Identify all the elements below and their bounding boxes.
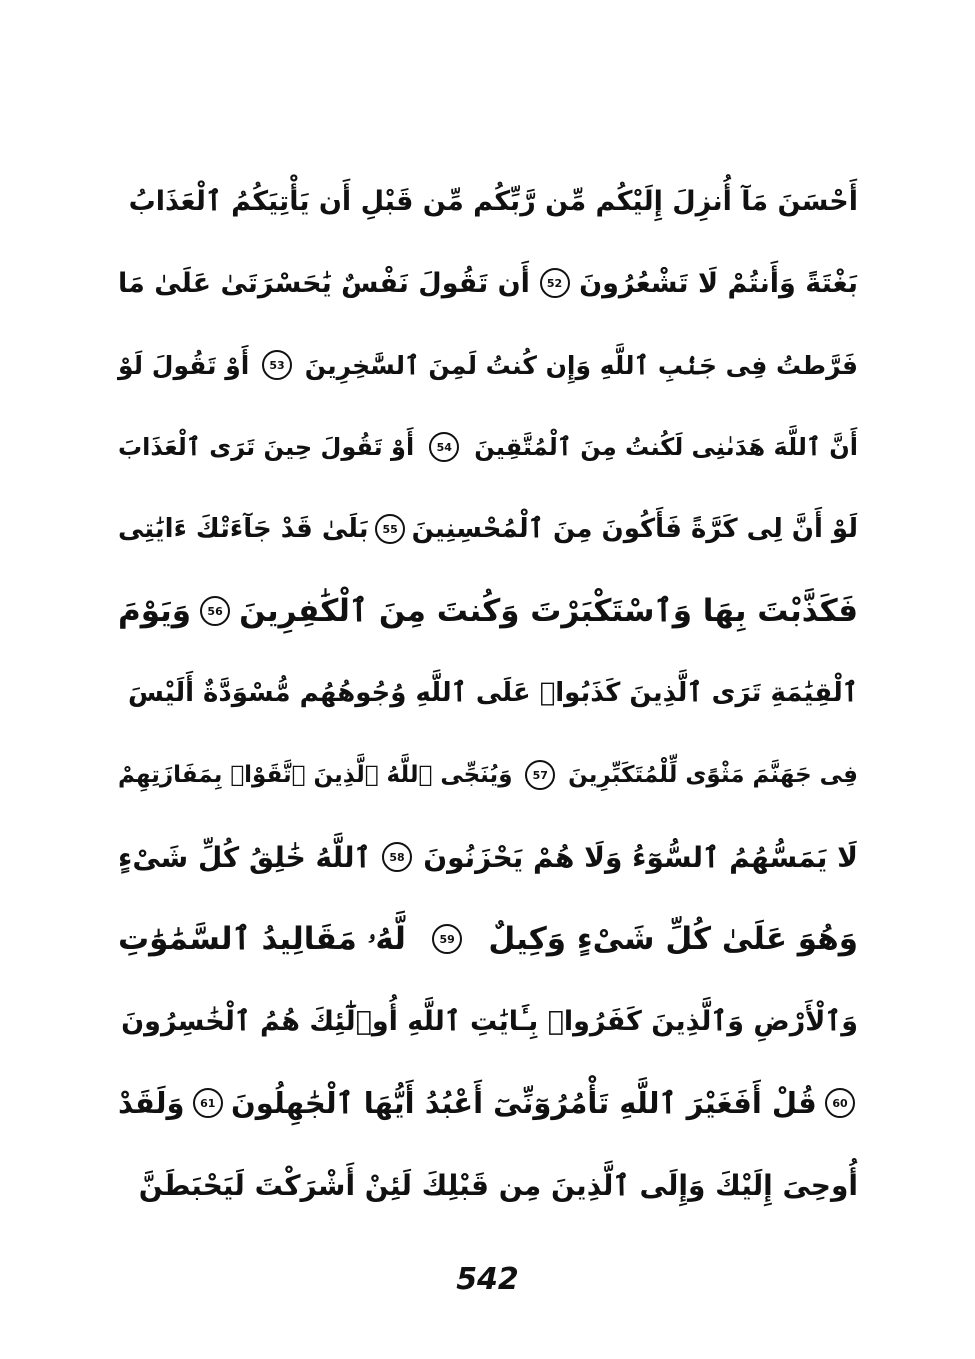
ayah-number-marker: 55: [375, 514, 405, 544]
verse-text: أَن تَقُولَ نَفْسٌ يَٰحَسْرَتَىٰ عَلَىٰ مَا: [118, 267, 530, 299]
verse-text: ٱللَّهُ خَٰلِقُ كُلِّ شَىْءٍ: [118, 840, 371, 874]
verse-text: قُلْ أَفَغَيْرَ ٱللَّهِ تَأْمُرُوٓنِّىٓ أَعْبُدُ أَيُّهَا ٱلْجَٰهِلُونَ: [230, 1086, 817, 1120]
text-line-11: [118, 980, 858, 1062]
text-line-2: [118, 242, 858, 324]
ayah-number-marker: 61: [193, 1088, 223, 1118]
ayah-number-marker: 52: [540, 268, 570, 298]
text-line-3: [118, 324, 858, 406]
verse-text: أُوحِىَ إِلَيْكَ وَإِلَى ٱلَّذِينَ مِن قَبْلِكَ لَئِنْ أَشْرَكْتَ لَيَحْبَطَنَّ: [138, 1168, 858, 1202]
text-line-9: [118, 816, 858, 898]
verse-text: أَوْ تَقُولَ حِينَ تَرَى ٱلْعَذَابَ: [118, 433, 415, 461]
verse-text: فِى جَهَنَّمَ مَثْوًى لِّلْمُتَكَبِّرِينَ: [568, 762, 858, 788]
ayah-number-marker: 54: [429, 432, 459, 462]
text-line-5: [118, 488, 858, 570]
verse-text: لَّهُۥ مَقَالِيدُ ٱلسَّمَٰوَٰتِ: [118, 920, 406, 957]
verse-text: بَغْتَةً وَأَنتُمْ لَا تَشْعُرُونَ: [579, 267, 858, 299]
text-line-12: [118, 1062, 858, 1144]
verse-text: لَوْ أَنَّ لِى كَرَّةً فَأَكُونَ مِنَ ٱلْمُحْسِنِينَ: [411, 514, 858, 544]
verse-text: ٱلْقِيَٰمَةِ تَرَى ٱلَّذِينَ كَذَبُوا۟ عَلَى ٱللَّهِ وُجُوهُهُم مُّسْوَدَّةٌ أَلَيْسَ: [127, 678, 858, 708]
verse-text: أَحْسَنَ مَآ أُنزِلَ إِلَيْكُم مِّن رَّبِّكُم مِّن قَبْلِ أَن يَأْتِيَكُمُ ٱلْعَذَابُ: [128, 185, 858, 217]
page-number: 542: [456, 1262, 519, 1297]
quran-text-block: [118, 160, 858, 1226]
verse-text: أَوْ تَقُولَ لَوْ: [118, 350, 250, 380]
verse-text: وَيُنَجِّى ٱللَّهُ ٱلَّذِينَ ٱتَّقَوْا۟ بِمَفَازَتِهِمْ: [118, 762, 513, 788]
verse-text: وَلَقَدْ: [118, 1086, 185, 1120]
verse-text: وَيَوْمَ: [118, 593, 192, 629]
verse-text: فَرَّطتُ فِى جَنۢبِ ٱللَّهِ وَإِن كُنتُ لَمِنَ ٱلسَّٰخِرِينَ: [304, 350, 858, 380]
verse-text: وَهُوَ عَلَىٰ كُلِّ شَىْءٍ وَكِيلٌ: [488, 921, 858, 957]
verse-text: بَلَىٰ قَدْ جَآءَتْكَ ءَايَٰتِى: [118, 514, 369, 544]
verse-text: وَٱلْأَرْضِ وَٱلَّذِينَ كَفَرُوا۟ بِـَٔايَٰتِ ٱللَّهِ أُو۟لَٰٓئِكَ هُمُ ٱلْخَٰسِرُونَ: [121, 1005, 858, 1037]
text-line-1: [118, 160, 858, 242]
ayah-number-marker: 60: [825, 1088, 855, 1118]
text-line-4: [118, 406, 858, 488]
verse-text: فَكَذَّبْتَ بِهَا وَٱسْتَكْبَرْتَ وَكُنتَ مِنَ ٱلْكَٰفِرِينَ: [239, 593, 858, 629]
ayah-number-marker: 58: [382, 842, 412, 872]
text-line-8: [118, 734, 858, 816]
ayah-number-marker: 53: [262, 350, 292, 380]
ayah-number-marker: 57: [525, 760, 555, 790]
ayah-number-marker: 56: [200, 596, 230, 626]
text-line-13: [118, 1144, 858, 1226]
ayah-number-marker: 59: [432, 924, 462, 954]
verse-text: لَا يَمَسُّهُمُ ٱلسُّوٓءُ وَلَا هُمْ يَحْزَنُونَ: [423, 840, 858, 874]
text-line-6: [118, 570, 858, 652]
text-line-10: [118, 898, 858, 980]
verse-text: أَنَّ ٱللَّهَ هَدَىٰنِى لَكُنتُ مِنَ ٱلْمُتَّقِينَ: [474, 433, 858, 461]
text-line-7: [118, 652, 858, 734]
